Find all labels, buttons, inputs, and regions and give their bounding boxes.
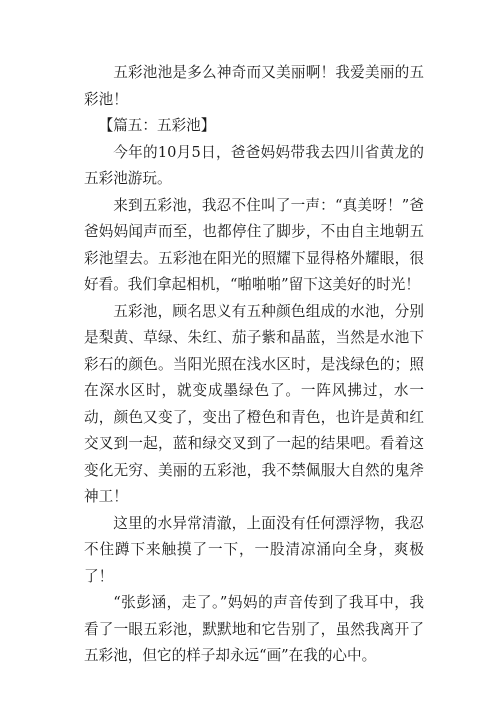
paragraph-closing-line: 五彩池池是多么神奇而又美丽啊！我爱美丽的五彩池！ [84,64,424,108]
paragraph-farewell: “张彭涵，走了。”妈妈的声音传到了我耳中，我看了一眼五彩池，默默地和它告别了，虽然我离开了五彩池，但它的样子却永远“画”在我的心中。 [84,594,424,664]
paragraph-clear-water: 这里的水异常清澈，上面没有任何漂浮物，我忍不住蹲下来触摸了一下，一股清凉涌向全身，爽极了！ [84,514,424,585]
paragraph-arrival: 来到五彩池，我忍不住叫了一声：“真美呀！”爸爸妈妈闻声而至，也都停住了脚步，不由自主地朝五彩池望去。五彩池在阳光的照耀下显得格外耀眼，很好看。我们拿起相机，“啪啪啪”留下这美好的时光！ [84,196,424,293]
paragraph-intro: 今年的10月5日，爸爸妈妈带我去四川省黄龙的五彩池游玩。 [84,143,424,187]
section-heading: 【篇五：五彩池】 [98,117,216,134]
document-body [84,60,424,670]
paragraph-colors: 五彩池，顾名思义有五种颜色组成的水池，分别是梨黄、草绿、朱红、茄子紫和晶蓝，当然是水池下彩石的颜色。当阳光照在浅水区时，是浅绿色的；照在深水区时，就变成墨绿色了。一阵风拂过，水一动，颜色又变了，变出了橙色和青色，也许是黄和红交叉到一起，蓝和绿交叉到了一起的结果吧。看着这变化无穷、美丽的五彩池，我不禁佩服大自然的鬼斧神工！ [84,302,424,505]
